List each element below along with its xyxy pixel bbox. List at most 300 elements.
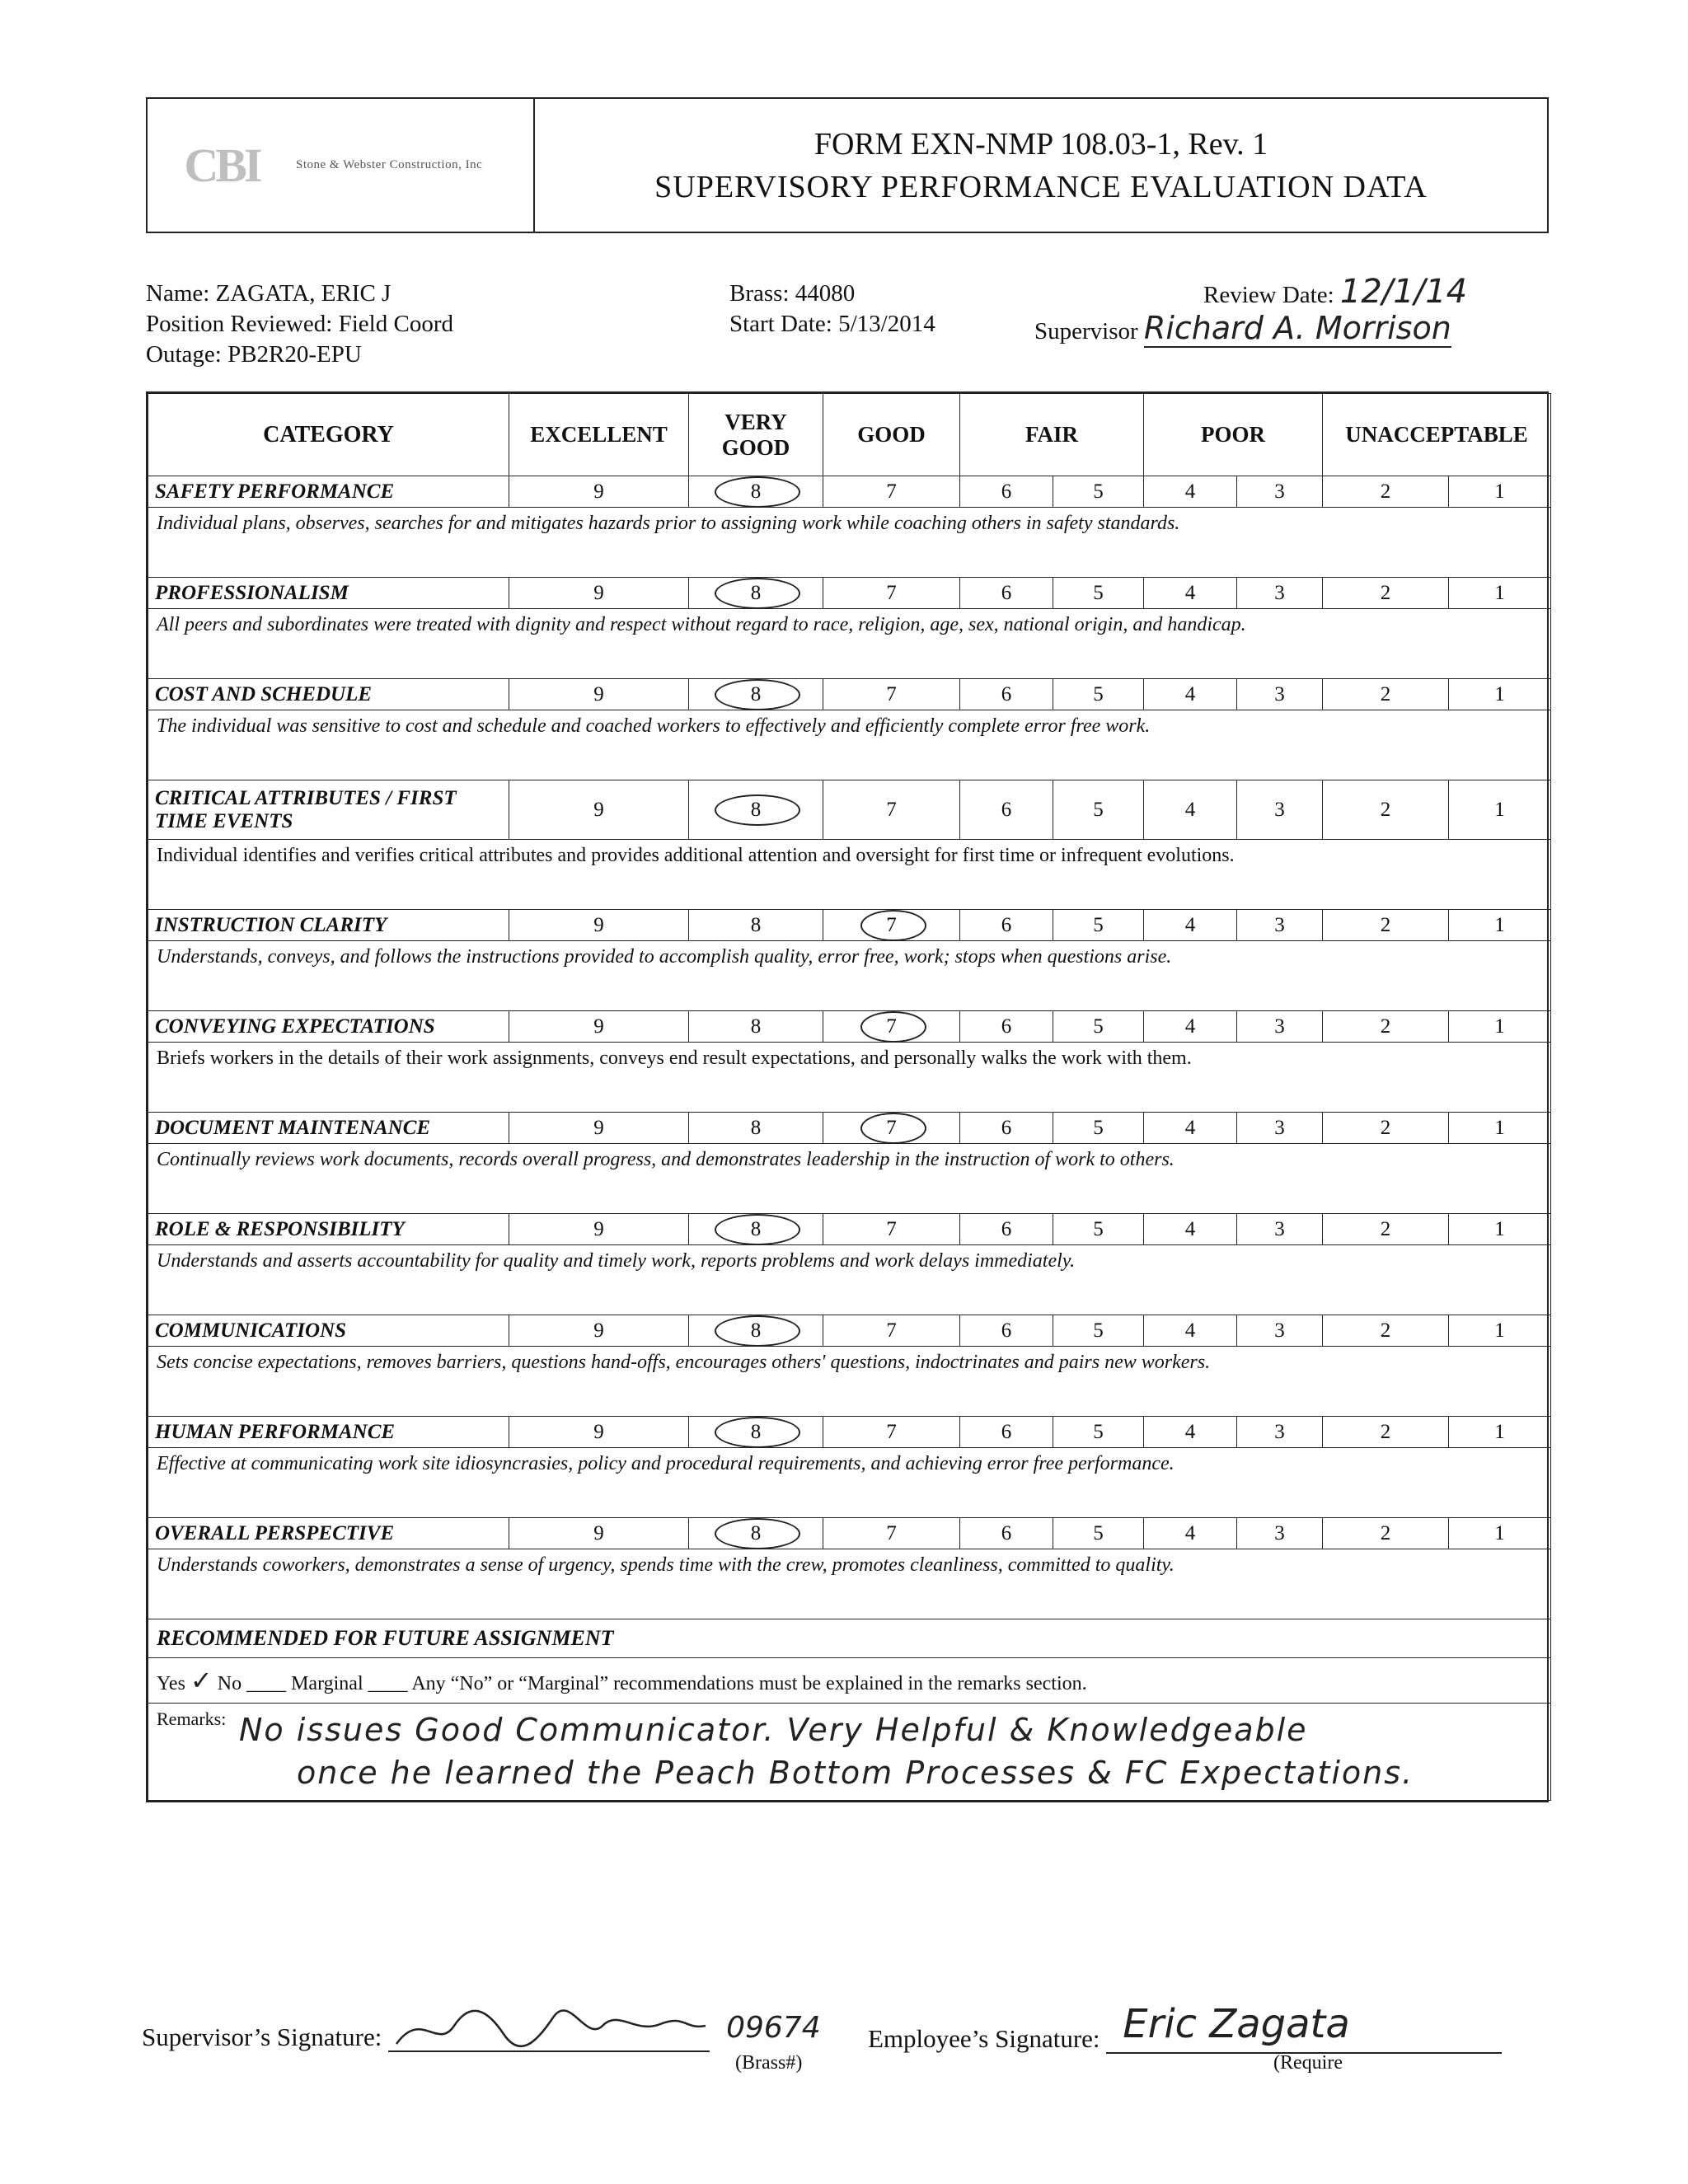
score-value: 5 <box>1093 682 1104 705</box>
category-description-row <box>148 1347 1551 1417</box>
category-description: The individual was sensitive to cost and schedule and coached workers to effectively and efficiently complete error free work. <box>148 710 1551 780</box>
yes-checkmark-icon[interactable]: ✓ <box>190 1665 213 1696</box>
selected-rating-circle <box>715 1315 800 1347</box>
category-description: Briefs workers in the details of their work assignments, conveys end result expectations, and personally walks the work with them. <box>148 1043 1551 1113</box>
brass-label: Brass: <box>729 280 790 307</box>
supervisor-signature-label: Supervisor’s Signature: <box>142 2022 382 2051</box>
score-cell-2[interactable] <box>1323 679 1449 710</box>
supervisor-name: Richard A. Morrison <box>1143 310 1451 346</box>
marginal-label[interactable]: Marginal ____ <box>291 1673 408 1694</box>
score-cell-7[interactable] <box>823 578 960 609</box>
score-value: 2 <box>1380 1420 1391 1443</box>
selected-rating-circle <box>715 794 800 826</box>
score-cell-6[interactable] <box>960 1011 1053 1043</box>
score-cell-3[interactable] <box>1237 1214 1323 1245</box>
score-cell-3[interactable] <box>1237 1011 1323 1043</box>
score-value: 9 <box>593 913 604 936</box>
score-cell-1[interactable] <box>1449 1214 1551 1245</box>
score-value: 1 <box>1494 798 1505 821</box>
score-value: 5 <box>1093 480 1104 503</box>
category-score-row <box>148 679 1551 710</box>
category-name: CRITICAL ATTRIBUTES / FIRST TIME EVENTS <box>148 780 509 840</box>
score-cell-8[interactable] <box>689 1214 823 1245</box>
supervisor-signature <box>142 2011 821 2052</box>
score-cell-6[interactable] <box>960 679 1053 710</box>
score-value: 5 <box>1093 1521 1104 1544</box>
form-id: FORM EXN-NMP 108.03-1, Rev. 1 <box>814 126 1268 162</box>
score-cell-4[interactable] <box>1144 1214 1237 1245</box>
category-description-row <box>148 1448 1551 1518</box>
score-value: 6 <box>1001 581 1012 604</box>
score-value: 4 <box>1184 798 1196 821</box>
score-value: 8 <box>750 1521 762 1544</box>
score-cell-1[interactable] <box>1449 578 1551 609</box>
category-description: Understands coworkers, demonstrates a sense of urgency, spends time with the crew, promotes cleanliness, committed to quality. <box>148 1549 1551 1619</box>
score-value: 9 <box>593 1217 604 1240</box>
score-value: 8 <box>750 581 762 604</box>
score-cell-1[interactable] <box>1449 679 1551 710</box>
score-value: 6 <box>1001 1319 1012 1342</box>
category-description-row <box>148 609 1551 679</box>
score-value: 6 <box>1001 1420 1012 1443</box>
score-value: 2 <box>1380 682 1391 705</box>
score-cell-7[interactable] <box>823 1518 960 1549</box>
category-name: COST AND SCHEDULE <box>148 679 509 710</box>
score-cell-3[interactable] <box>1237 780 1323 840</box>
score-value: 9 <box>593 480 604 503</box>
score-cell-1[interactable] <box>1449 1518 1551 1549</box>
score-cell-6[interactable] <box>960 1417 1053 1448</box>
category-score-row <box>148 1315 1551 1347</box>
review-date-label: Review Date: <box>1203 282 1334 308</box>
score-cell-2[interactable] <box>1323 1417 1449 1448</box>
category-score-row <box>148 910 1551 941</box>
score-cell-1[interactable] <box>1449 1011 1551 1043</box>
supervisor-brass-number: 09674 <box>726 2011 821 2045</box>
score-value: 8 <box>750 682 762 705</box>
form-header <box>146 97 1549 233</box>
score-value: 9 <box>593 1521 604 1544</box>
score-cell-8[interactable] <box>689 1518 823 1549</box>
score-value: 7 <box>886 1217 897 1240</box>
score-value: 2 <box>1380 798 1391 821</box>
recommend-options <box>148 1658 1551 1704</box>
score-cell-7[interactable] <box>823 1011 960 1043</box>
score-value: 2 <box>1380 1217 1391 1240</box>
score-cell-4[interactable] <box>1144 1518 1237 1549</box>
selected-rating-circle <box>860 910 926 941</box>
col-excellent: EXCELLENT <box>509 394 689 476</box>
score-value: 6 <box>1001 682 1012 705</box>
score-cell-4[interactable] <box>1144 910 1237 941</box>
score-value: 7 <box>886 1319 897 1342</box>
score-value: 7 <box>886 480 897 503</box>
score-value: 6 <box>1001 1521 1012 1544</box>
category-score-row <box>148 1417 1551 1448</box>
score-cell-4[interactable] <box>1144 476 1237 508</box>
score-cell-9[interactable] <box>509 476 689 508</box>
score-cell-8[interactable] <box>689 910 823 941</box>
no-label[interactable]: No ____ <box>217 1673 287 1694</box>
score-value: 4 <box>1184 1116 1196 1139</box>
score-value: 5 <box>1093 581 1104 604</box>
score-value: 3 <box>1274 913 1285 936</box>
score-cell-2[interactable] <box>1323 910 1449 941</box>
category-name: INSTRUCTION CLARITY <box>148 910 509 941</box>
review-date-value: 12/1/14 <box>1339 273 1468 311</box>
score-cell-1[interactable] <box>1449 780 1551 840</box>
score-cell-2[interactable] <box>1323 1518 1449 1549</box>
category-description: All peers and subordinates were treated with dignity and respect without regard to race, religion, age, sex, national origin, and handicap. <box>148 609 1551 679</box>
category-description: Continually reviews work documents, records overall progress, and demonstrates leadership in the instruction of work to others. <box>148 1144 1551 1214</box>
score-cell-5[interactable] <box>1053 1011 1144 1043</box>
score-value: 7 <box>886 913 897 936</box>
score-value: 1 <box>1494 913 1505 936</box>
score-cell-9[interactable] <box>509 1518 689 1549</box>
score-cell-7[interactable] <box>823 1113 960 1144</box>
category-description: Individual plans, observes, searches for and mitigates hazards prior to assigning work while coaching others in safety standards. <box>148 508 1551 578</box>
brass-value: 44080 <box>795 280 856 307</box>
score-value: 4 <box>1184 1319 1196 1342</box>
col-fair: FAIR <box>960 394 1144 476</box>
score-value: 8 <box>750 480 762 503</box>
score-cell-5[interactable] <box>1053 578 1144 609</box>
score-value: 4 <box>1184 1420 1196 1443</box>
score-cell-5[interactable] <box>1053 679 1144 710</box>
employee-signature-label: Employee’s Signature: <box>868 2024 1100 2053</box>
score-cell-8[interactable] <box>689 780 823 840</box>
remarks-line-2: once he learned the Peach Bottom Processes & FC Expectations. <box>297 1755 1414 1791</box>
score-value: 5 <box>1093 1015 1104 1038</box>
score-cell-4[interactable] <box>1144 1417 1237 1448</box>
score-cell-1[interactable] <box>1449 476 1551 508</box>
score-value: 1 <box>1494 1420 1505 1443</box>
position-value: Field Coord <box>338 311 453 337</box>
score-value: 1 <box>1494 1521 1505 1544</box>
score-value: 6 <box>1001 1116 1012 1139</box>
col-poor: POOR <box>1144 394 1323 476</box>
score-cell-8[interactable] <box>689 1315 823 1347</box>
score-cell-6[interactable] <box>960 476 1053 508</box>
score-value: 1 <box>1494 682 1505 705</box>
score-value: 5 <box>1093 1420 1104 1443</box>
score-cell-5[interactable] <box>1053 1417 1144 1448</box>
score-value: 7 <box>886 581 897 604</box>
score-value: 4 <box>1184 682 1196 705</box>
score-cell-7[interactable] <box>823 910 960 941</box>
category-name: OVERALL PERSPECTIVE <box>148 1518 509 1549</box>
score-cell-5[interactable] <box>1053 780 1144 840</box>
category-name: SAFETY PERFORMANCE <box>148 476 509 508</box>
score-value: 4 <box>1184 1521 1196 1544</box>
selected-rating-circle <box>715 1417 800 1448</box>
brass-caption: (Brass#) <box>735 2052 803 2074</box>
score-value: 6 <box>1001 913 1012 936</box>
remarks-label: Remarks: <box>157 1708 227 1729</box>
score-value: 7 <box>886 798 897 821</box>
score-value: 3 <box>1274 1217 1285 1240</box>
category-description-row <box>148 1144 1551 1214</box>
score-cell-7[interactable] <box>823 476 960 508</box>
score-cell-8[interactable] <box>689 1417 823 1448</box>
score-cell-2[interactable] <box>1323 578 1449 609</box>
score-cell-9[interactable] <box>509 1113 689 1144</box>
score-cell-7[interactable] <box>823 1417 960 1448</box>
score-value: 6 <box>1001 1217 1012 1240</box>
score-cell-2[interactable] <box>1323 1214 1449 1245</box>
selected-rating-circle <box>715 679 800 710</box>
col-very-good: VERY GOOD <box>689 394 823 476</box>
remarks-line-1: No issues Good Communicator. Very Helpful & Knowledgeable <box>239 1712 1308 1748</box>
category-name: HUMAN PERFORMANCE <box>148 1417 509 1448</box>
score-value: 2 <box>1380 913 1391 936</box>
supervisor-label: Supervisor <box>1034 318 1138 344</box>
score-value: 3 <box>1274 1521 1285 1544</box>
score-cell-2[interactable] <box>1323 780 1449 840</box>
evaluation-table <box>146 391 1549 1802</box>
score-cell-7[interactable] <box>823 679 960 710</box>
score-cell-9[interactable] <box>509 1011 689 1043</box>
score-cell-8[interactable] <box>689 1113 823 1144</box>
score-cell-9[interactable] <box>509 910 689 941</box>
category-description-row <box>148 508 1551 578</box>
score-cell-8[interactable] <box>689 1011 823 1043</box>
score-value: 2 <box>1380 1521 1391 1544</box>
category-score-row <box>148 1113 1551 1144</box>
score-cell-8[interactable] <box>689 476 823 508</box>
score-cell-4[interactable] <box>1144 780 1237 840</box>
score-cell-8[interactable] <box>689 578 823 609</box>
score-value: 4 <box>1184 1015 1196 1038</box>
require-caption: (Require <box>1273 2052 1343 2074</box>
score-cell-5[interactable] <box>1053 1113 1144 1144</box>
score-cell-4[interactable] <box>1144 1315 1237 1347</box>
score-cell-3[interactable] <box>1237 1113 1323 1144</box>
score-value: 7 <box>886 1420 897 1443</box>
category-score-row <box>148 578 1551 609</box>
category-score-row <box>148 1214 1551 1245</box>
col-good: GOOD <box>823 394 960 476</box>
score-cell-6[interactable] <box>960 780 1053 840</box>
category-name: ROLE & RESPONSIBILITY <box>148 1214 509 1245</box>
employee-signature-handwriting: Eric Zagata <box>1123 2001 1350 2047</box>
score-cell-2[interactable] <box>1323 1011 1449 1043</box>
score-value: 3 <box>1274 1015 1285 1038</box>
score-cell-3[interactable] <box>1237 1417 1323 1448</box>
score-cell-5[interactable] <box>1053 1214 1144 1245</box>
score-cell-9[interactable] <box>509 1315 689 1347</box>
category-name: DOCUMENT MAINTENANCE <box>148 1113 509 1144</box>
recommend-note: Any “No” or “Marginal” recommendations must be explained in the remarks section. <box>411 1673 1087 1694</box>
score-cell-1[interactable] <box>1449 1113 1551 1144</box>
selected-rating-circle <box>860 1011 926 1043</box>
supervisor-signature-scribble <box>388 2001 710 2050</box>
score-cell-2[interactable] <box>1323 1113 1449 1144</box>
score-value: 5 <box>1093 1116 1104 1139</box>
score-cell-9[interactable] <box>509 780 689 840</box>
score-cell-5[interactable] <box>1053 1315 1144 1347</box>
score-cell-3[interactable] <box>1237 578 1323 609</box>
score-value: 3 <box>1274 1319 1285 1342</box>
score-cell-6[interactable] <box>960 910 1053 941</box>
score-value: 5 <box>1093 1319 1104 1342</box>
category-description-row <box>148 840 1551 910</box>
start-date-value: 5/13/2014 <box>838 311 935 337</box>
score-cell-3[interactable] <box>1237 1315 1323 1347</box>
score-value: 2 <box>1380 1319 1391 1342</box>
category-name: PROFESSIONALISM <box>148 578 509 609</box>
score-value: 8 <box>750 1217 762 1240</box>
company-name: Stone & Webster Construction, Inc <box>296 158 483 171</box>
score-value: 4 <box>1184 480 1196 503</box>
score-value: 8 <box>750 1420 762 1443</box>
score-value: 8 <box>750 1319 762 1342</box>
score-value: 1 <box>1494 581 1505 604</box>
score-value: 4 <box>1184 913 1196 936</box>
score-value: 9 <box>593 1420 604 1443</box>
score-value: 8 <box>750 798 762 821</box>
category-description: Understands, conveys, and follows the instructions provided to accomplish quality, error free, work; stops when questions arise. <box>148 941 1551 1011</box>
col-unacceptable: UNACCEPTABLE <box>1323 394 1551 476</box>
company-logo-area <box>148 99 535 232</box>
score-cell-5[interactable] <box>1053 1518 1144 1549</box>
score-value: 3 <box>1274 798 1285 821</box>
brass-info <box>729 279 935 340</box>
score-value: 2 <box>1380 480 1391 503</box>
score-value: 2 <box>1380 581 1391 604</box>
score-value: 2 <box>1380 1015 1391 1038</box>
score-cell-9[interactable] <box>509 1214 689 1245</box>
score-value: 4 <box>1184 1217 1196 1240</box>
score-value: 1 <box>1494 1015 1505 1038</box>
score-cell-8[interactable] <box>689 679 823 710</box>
score-value: 5 <box>1093 913 1104 936</box>
employee-signature-line <box>1106 2001 1502 2054</box>
score-cell-9[interactable] <box>509 679 689 710</box>
score-cell-4[interactable] <box>1144 1011 1237 1043</box>
category-description: Sets concise expectations, removes barriers, questions hand-offs, encourages others' questions, indoctrinates and pairs new workers. <box>148 1347 1551 1417</box>
score-value: 2 <box>1380 1116 1391 1139</box>
score-cell-6[interactable] <box>960 1518 1053 1549</box>
score-cell-6[interactable] <box>960 578 1053 609</box>
category-score-row <box>148 1518 1551 1549</box>
score-value: 8 <box>750 1015 762 1038</box>
position-label: Position Reviewed: <box>146 311 333 337</box>
score-cell-2[interactable] <box>1323 476 1449 508</box>
form-title-block <box>535 99 1547 232</box>
score-value: 1 <box>1494 1116 1505 1139</box>
score-value: 5 <box>1093 798 1104 821</box>
score-value: 8 <box>750 913 762 936</box>
category-description-row <box>148 710 1551 780</box>
review-date <box>1203 273 1468 311</box>
selected-rating-circle <box>715 1214 800 1245</box>
score-value: 3 <box>1274 1116 1285 1139</box>
form-title: SUPERVISORY PERFORMANCE EVALUATION DATA <box>654 169 1428 204</box>
category-description-row <box>148 941 1551 1011</box>
score-value: 7 <box>886 1116 897 1139</box>
outage-value: PB2R20-EPU <box>227 341 362 368</box>
category-name: COMMUNICATIONS <box>148 1315 509 1347</box>
score-value: 4 <box>1184 581 1196 604</box>
score-cell-7[interactable] <box>823 780 960 840</box>
score-value: 6 <box>1001 480 1012 503</box>
selected-rating-circle <box>715 578 800 609</box>
score-cell-3[interactable] <box>1237 910 1323 941</box>
category-score-row <box>148 1011 1551 1043</box>
score-value: 7 <box>886 1521 897 1544</box>
supervisor-signature-line <box>388 2011 821 2052</box>
score-value: 5 <box>1093 1217 1104 1240</box>
score-value: 9 <box>593 581 604 604</box>
supervisor-info <box>1034 310 1451 347</box>
score-cell-7[interactable] <box>823 1315 960 1347</box>
score-cell-6[interactable] <box>960 1113 1053 1144</box>
score-cell-4[interactable] <box>1144 679 1237 710</box>
selected-rating-circle <box>715 1518 800 1549</box>
recommend-heading: RECOMMENDED FOR FUTURE ASSIGNMENT <box>148 1619 1551 1658</box>
selected-rating-circle <box>715 476 800 508</box>
score-value: 9 <box>593 1319 604 1342</box>
start-date-label: Start Date: <box>729 311 832 337</box>
employee-info <box>146 279 453 370</box>
score-value: 3 <box>1274 1420 1285 1443</box>
score-cell-5[interactable] <box>1053 476 1144 508</box>
category-score-row <box>148 780 1551 840</box>
category-score-row <box>148 476 1551 508</box>
yes-label: Yes <box>157 1673 185 1694</box>
score-value: 1 <box>1494 1217 1505 1240</box>
score-cell-4[interactable] <box>1144 1113 1237 1144</box>
score-cell-3[interactable] <box>1237 476 1323 508</box>
cbi-logo: CBI <box>184 138 260 192</box>
score-value: 6 <box>1001 1015 1012 1038</box>
score-cell-1[interactable] <box>1449 1417 1551 1448</box>
score-value: 9 <box>593 682 604 705</box>
score-cell-2[interactable] <box>1323 1315 1449 1347</box>
score-cell-3[interactable] <box>1237 679 1323 710</box>
category-description: Individual identifies and verifies critical attributes and provides additional attention and oversight for first time or infrequent evolutions. <box>148 840 1551 910</box>
score-value: 7 <box>886 682 897 705</box>
category-description: Effective at communicating work site idiosyncrasies, policy and procedural requirements, and achieving error free performance. <box>148 1448 1551 1518</box>
score-value: 1 <box>1494 1319 1505 1342</box>
score-value: 7 <box>886 1015 897 1038</box>
score-value: 1 <box>1494 480 1505 503</box>
score-cell-3[interactable] <box>1237 1518 1323 1549</box>
category-description-row <box>148 1549 1551 1619</box>
category-name: CONVEYING EXPECTATIONS <box>148 1011 509 1043</box>
score-cell-4[interactable] <box>1144 578 1237 609</box>
score-cell-5[interactable] <box>1053 910 1144 941</box>
score-cell-1[interactable] <box>1449 1315 1551 1347</box>
score-cell-9[interactable] <box>509 578 689 609</box>
category-description-row <box>148 1043 1551 1113</box>
outage-label: Outage: <box>146 341 222 368</box>
score-cell-9[interactable] <box>509 1417 689 1448</box>
remarks-box <box>148 1704 1551 1801</box>
score-cell-7[interactable] <box>823 1214 960 1245</box>
score-cell-6[interactable] <box>960 1214 1053 1245</box>
col-category: CATEGORY <box>148 394 509 476</box>
score-cell-6[interactable] <box>960 1315 1053 1347</box>
remarks-handwriting <box>239 1708 1414 1794</box>
score-value: 8 <box>750 1116 762 1139</box>
score-cell-1[interactable] <box>1449 910 1551 941</box>
score-value: 9 <box>593 798 604 821</box>
score-value: 9 <box>593 1116 604 1139</box>
selected-rating-circle <box>860 1113 926 1144</box>
score-value: 3 <box>1274 581 1285 604</box>
